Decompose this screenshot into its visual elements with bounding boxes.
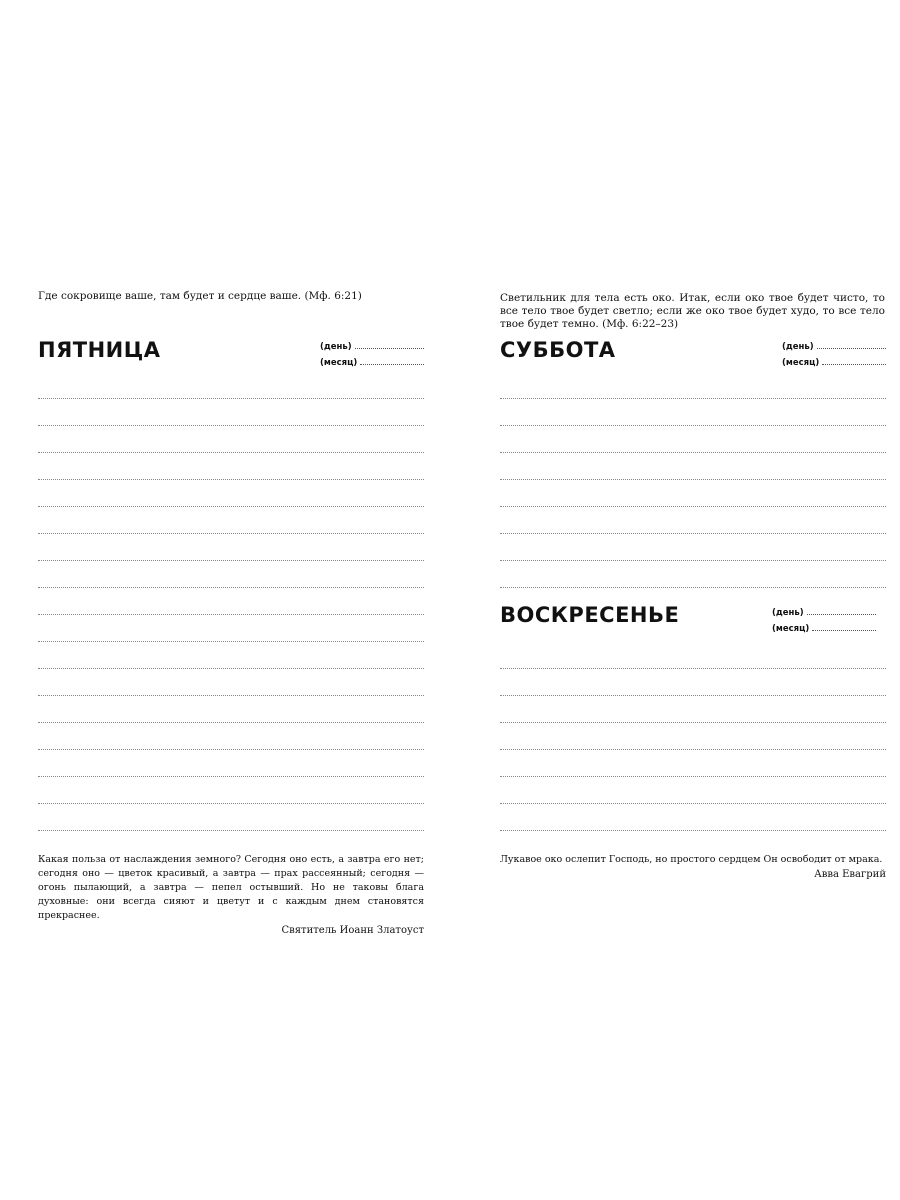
month-dots [822,364,886,365]
day-label: (день) [782,342,814,352]
writing-line[interactable] [38,696,424,723]
bottom-quote [500,853,886,882]
writing-line[interactable] [500,804,886,831]
writing-line[interactable] [38,669,424,696]
bottom-quote-text: Лукавое око ослепит Господь, но простого сердцем Он освободит от мрака. [500,854,883,865]
writing-line[interactable] [38,561,424,588]
month-label: (месяц) [782,358,820,368]
month-field[interactable] [782,352,886,368]
writing-lines-saturday[interactable] [500,372,886,588]
writing-line[interactable] [500,507,886,534]
writing-line[interactable] [500,696,886,723]
writing-line[interactable] [38,615,424,642]
day-title-sunday: ВОСКРЕСЕНЬЕ [500,603,680,627]
writing-line[interactable] [38,750,424,777]
date-fields [320,336,424,368]
writing-line[interactable] [38,642,424,669]
day-field[interactable] [782,336,886,352]
month-dots [360,364,424,365]
day-field[interactable] [772,602,876,618]
month-dots [812,630,876,631]
writing-line[interactable] [38,804,424,831]
writing-line[interactable] [500,561,886,588]
writing-line[interactable] [38,426,424,453]
day-field[interactable] [320,336,424,352]
month-field[interactable] [772,618,876,634]
day-title-friday: ПЯТНИЦА [38,338,161,362]
day-label: (день) [320,342,352,352]
writing-line[interactable] [500,750,886,777]
writing-line[interactable] [500,642,886,669]
top-quote: Светильник для тела есть око. Итак, если око твое будет чисто, то все тело твое будет светло; если же око твое будет худо, то все тело твое будет темно. (Мф. 6:22–23) [500,292,885,330]
day-dots [355,348,424,349]
date-fields-sunday [772,602,876,634]
day-label: (день) [772,608,804,618]
writing-lines-friday[interactable] [38,372,424,831]
bottom-quote-author: Авва Евагрий [814,869,886,880]
writing-line[interactable] [500,480,886,507]
writing-line[interactable] [500,669,886,696]
writing-line[interactable] [500,777,886,804]
month-field[interactable] [320,352,424,368]
day-dots [817,348,886,349]
writing-line[interactable] [38,723,424,750]
writing-lines-sunday[interactable] [500,642,886,831]
writing-line[interactable] [500,372,886,399]
writing-line[interactable] [500,723,886,750]
writing-line[interactable] [500,399,886,426]
right-page [450,0,900,1200]
month-label: (месяц) [320,358,358,368]
writing-line[interactable] [38,777,424,804]
writing-line[interactable] [500,534,886,561]
day-dots [807,614,876,615]
top-quote: Где сокровище ваше, там будет и сердце ваше. (Мф. 6:21) [38,290,362,302]
writing-line[interactable] [38,480,424,507]
day-title-saturday: СУББОТА [500,338,616,362]
writing-line[interactable] [38,453,424,480]
writing-line[interactable] [38,399,424,426]
writing-line[interactable] [38,372,424,399]
bottom-quote [38,853,424,938]
bottom-quote-text: Какая польза от наслаждения земного? Сегодня оно есть, а завтра его нет; сегодня оно — цветок красивый, а завтра — прах рассеянный; сегодня — огонь пылающий, а завтра — пепел остывший. Но не таковы блага духовные: они всегда сияют и цветут и с каждым днем становятся прекраснее. [38,854,424,921]
writing-line[interactable] [500,426,886,453]
month-label: (месяц) [772,624,810,634]
writing-line[interactable] [38,507,424,534]
bottom-quote-author: Святитель Иоанн Златоуст [281,925,424,936]
writing-line[interactable] [38,588,424,615]
writing-line[interactable] [500,453,886,480]
writing-line[interactable] [38,534,424,561]
date-fields-saturday [782,336,886,368]
